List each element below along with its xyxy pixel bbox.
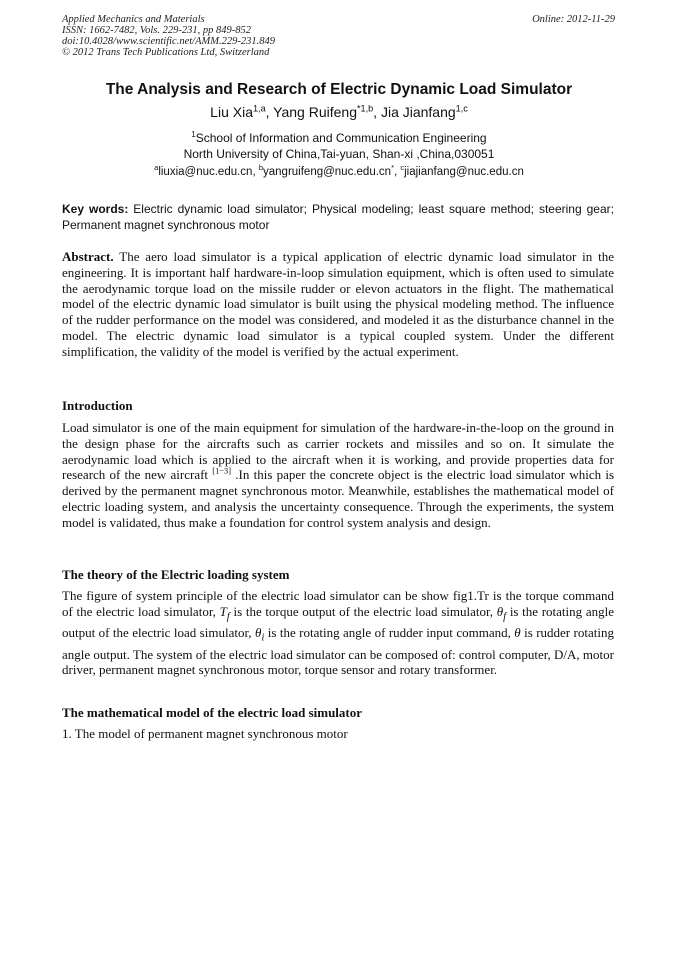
corresponding-mark: * <box>391 163 394 173</box>
email-sup: a <box>154 163 159 173</box>
citation: [1−3] <box>212 466 232 477</box>
author-sup: *1,b <box>356 103 374 114</box>
copyright: © 2012 Trans Tech Publications Ltd, Switzerland <box>62 47 270 58</box>
var: θ <box>254 625 262 641</box>
email: liuxia@nuc.edu.cn, <box>158 166 259 178</box>
aff-line: School of Information and Communication Engineering <box>195 131 487 145</box>
paper-title: The Analysis and Research of Electric Dynamic Load Simulator <box>105 81 573 98</box>
author: Liu Xia <box>210 104 253 120</box>
sep: , <box>393 166 401 178</box>
keywords-label: Key words: <box>62 202 129 216</box>
text: The figure of system principle of the electric load simulator can be show fig1.Tr is the torque command of the electric load simulator, <box>62 588 614 619</box>
emails <box>0 163 678 178</box>
text: is the torque output of the electric load simulator, <box>229 603 497 619</box>
var: θ <box>514 625 521 641</box>
author: Yang Ruifeng <box>273 104 357 120</box>
abstract-text: The aero load simulator is a typical application of electric dynamic load simulator in the engineering. It is important half hardware-in-loop simulation equipment, which is often used to simulate the aerodynamic torque load on the missile rudder or elevon actuators in the flight. The mathematical model of the electric dynamic load simulator is built using the physical modeling method. The influence of the rudder performance on the model was considered, and modeled it as the disturbance channel in the model. The electric dynamic load simulator is a typical coupled system. Under the different simplification, the validity of the model is verified by the actual experiment. <box>62 249 614 359</box>
online-date: Online: 2012-11-29 <box>532 14 615 25</box>
introduction-heading: Introduction <box>62 398 133 413</box>
author: Jia Jianfang <box>380 104 456 120</box>
affiliation <box>0 130 678 162</box>
text: .In this paper the concrete object is the electric load simulator which is derived by the permanent magnet synchronous motor. Meanwhile, establishes the mathematical model of electric loading system, and analysis the uncertainty consequence. Through the experiments, the system model is validated, thus make a foundation for control system analysis and design. <box>62 467 615 530</box>
abstract <box>62 249 614 360</box>
abstract-label: Abstract. <box>62 249 114 264</box>
journal-name: Applied Mechanics and Materials <box>62 14 205 25</box>
theory-text <box>62 588 614 678</box>
journal-header <box>62 14 275 58</box>
text: Load simulator is one of the main equipment for simulation of the hardware-in-the-loop on the ground in the design phase for the aircrafts such as carrier rockets and missiles and so on. It simulate the aerodynamic load which is applied to the aircraft when it is working, and provide properties data for research of the new aircraft <box>62 420 614 483</box>
theory-heading: The theory of the Electric loading system <box>62 567 290 582</box>
text: is rudder rotating angle output. The system of the electric load simulator can be composed of: control computer, D/A, motor driver, permanent magnet synchronous motor, torque sensor and rotary transformer. <box>62 625 614 678</box>
issn: ISSN: 1662-7482, Vols. 229-231, pp 849-852 <box>62 25 251 36</box>
text: is the rotating angle of rudder input command, <box>264 625 515 641</box>
math-item: 1. The model of permanent magnet synchronous motor <box>62 726 348 741</box>
authors: Liu Xia$^{1,a}$, Yang Ruifeng$^{*1,b}$, Jia Jianfang$^{1,c}$ <box>210 103 468 120</box>
keywords-text: Electric dynamic load simulator; Physical modeling; least square method; steering gear; Permanent magnet synchronous motor <box>62 202 614 232</box>
var-sub: f <box>503 610 507 623</box>
author-sup: 1,a <box>252 103 266 114</box>
aff-sup: 1 <box>191 130 196 139</box>
email-sup: c <box>400 163 405 173</box>
email-sup: b <box>258 163 264 173</box>
var-sub: f <box>226 610 230 623</box>
email: jiajianfang@nuc.edu.cn <box>404 166 524 178</box>
email: yangruifeng@nuc.edu.cn <box>263 166 392 178</box>
math-heading: The mathematical model of the electric load simulator <box>62 705 363 720</box>
introduction-text <box>62 420 614 531</box>
author-sup: 1,c <box>455 103 468 114</box>
text: is the rotating angle output of the electric load simulator, <box>62 603 614 641</box>
var-sub: i <box>261 631 265 644</box>
var: θ <box>496 603 504 619</box>
doi: doi:10.4028/www.scientific.net/AMM.229-231.849 <box>62 36 275 47</box>
var: T <box>219 603 227 619</box>
aff-line: North University of China,Tai-yuan, Shan-xi ,China,030051 <box>183 147 495 161</box>
keywords <box>62 201 614 233</box>
